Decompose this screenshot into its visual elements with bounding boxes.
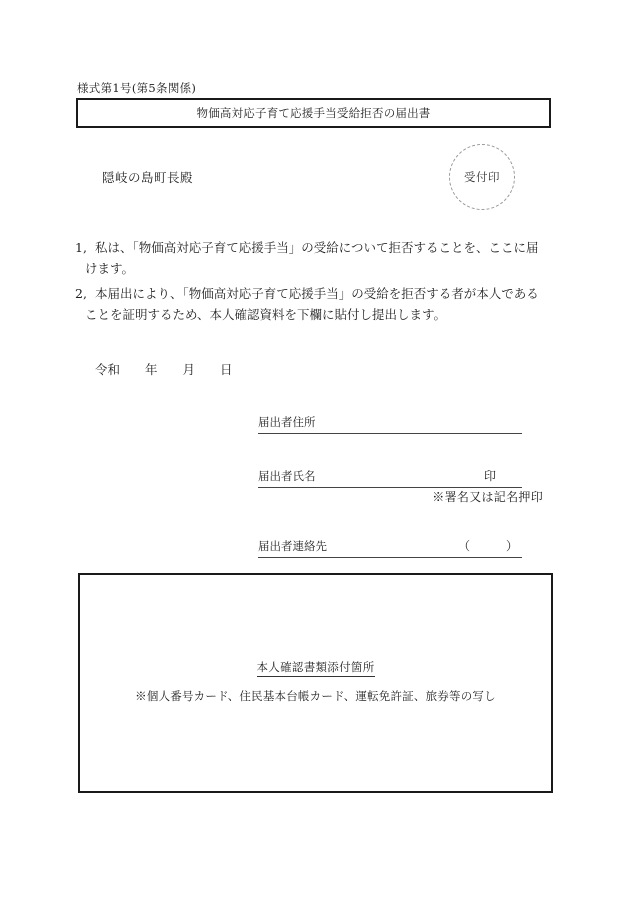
contact-parentheses: （ ） xyxy=(457,539,518,553)
clause-2-line-2: ことを証明するため、本人確認資料を下欄に貼付し提出します。 xyxy=(85,307,447,322)
address-field-row xyxy=(258,414,522,434)
clause-1-text xyxy=(85,237,555,279)
seal-mark: 印 xyxy=(483,469,496,483)
date-field: 令和 年 月 日 xyxy=(95,362,233,377)
address-field-label: 届出者住所 xyxy=(258,415,316,429)
clause-1-number: 1, xyxy=(75,240,87,255)
contact-field-label: 届出者連絡先 xyxy=(258,539,327,553)
name-field-row xyxy=(258,467,522,488)
clause-1-line-2: けます。 xyxy=(85,261,135,276)
form-number-label: 様式第1号(第5条関係) xyxy=(77,81,197,95)
contact-field-row xyxy=(258,537,522,558)
attachment-box-heading-row xyxy=(80,659,551,675)
form-title: 物価高対応子育て応援手当受給拒否の届出書 xyxy=(196,106,431,120)
attachment-box-heading: 本人確認書類添付箇所 xyxy=(257,660,375,677)
name-field-label: 届出者氏名 xyxy=(258,469,316,483)
clause-2 xyxy=(75,283,555,325)
clause-1 xyxy=(75,237,555,279)
attachment-box-note: ※個人番号カード、住民基本台帳カード、運転免許証、旅券等の写し xyxy=(135,689,496,703)
attachment-box xyxy=(78,573,553,793)
clause-1-line-1: 私は、「物価高対応子育て応援手当」の受給について拒否することを、ここに届 xyxy=(95,240,539,255)
addressee-line: 隠岐の島町長殿 xyxy=(102,170,194,185)
clause-2-text xyxy=(85,283,555,325)
receipt-stamp-circle xyxy=(449,144,515,210)
signature-note: ※署名又は記名押印 xyxy=(432,490,543,504)
receipt-stamp-label: 受付印 xyxy=(464,170,500,184)
clause-2-number: 2, xyxy=(75,286,87,301)
form-title-box xyxy=(76,98,551,128)
clause-2-line-1: 本届出により、「物価高対応子育て応援手当」の受給を拒否する者が本人である xyxy=(95,286,539,301)
